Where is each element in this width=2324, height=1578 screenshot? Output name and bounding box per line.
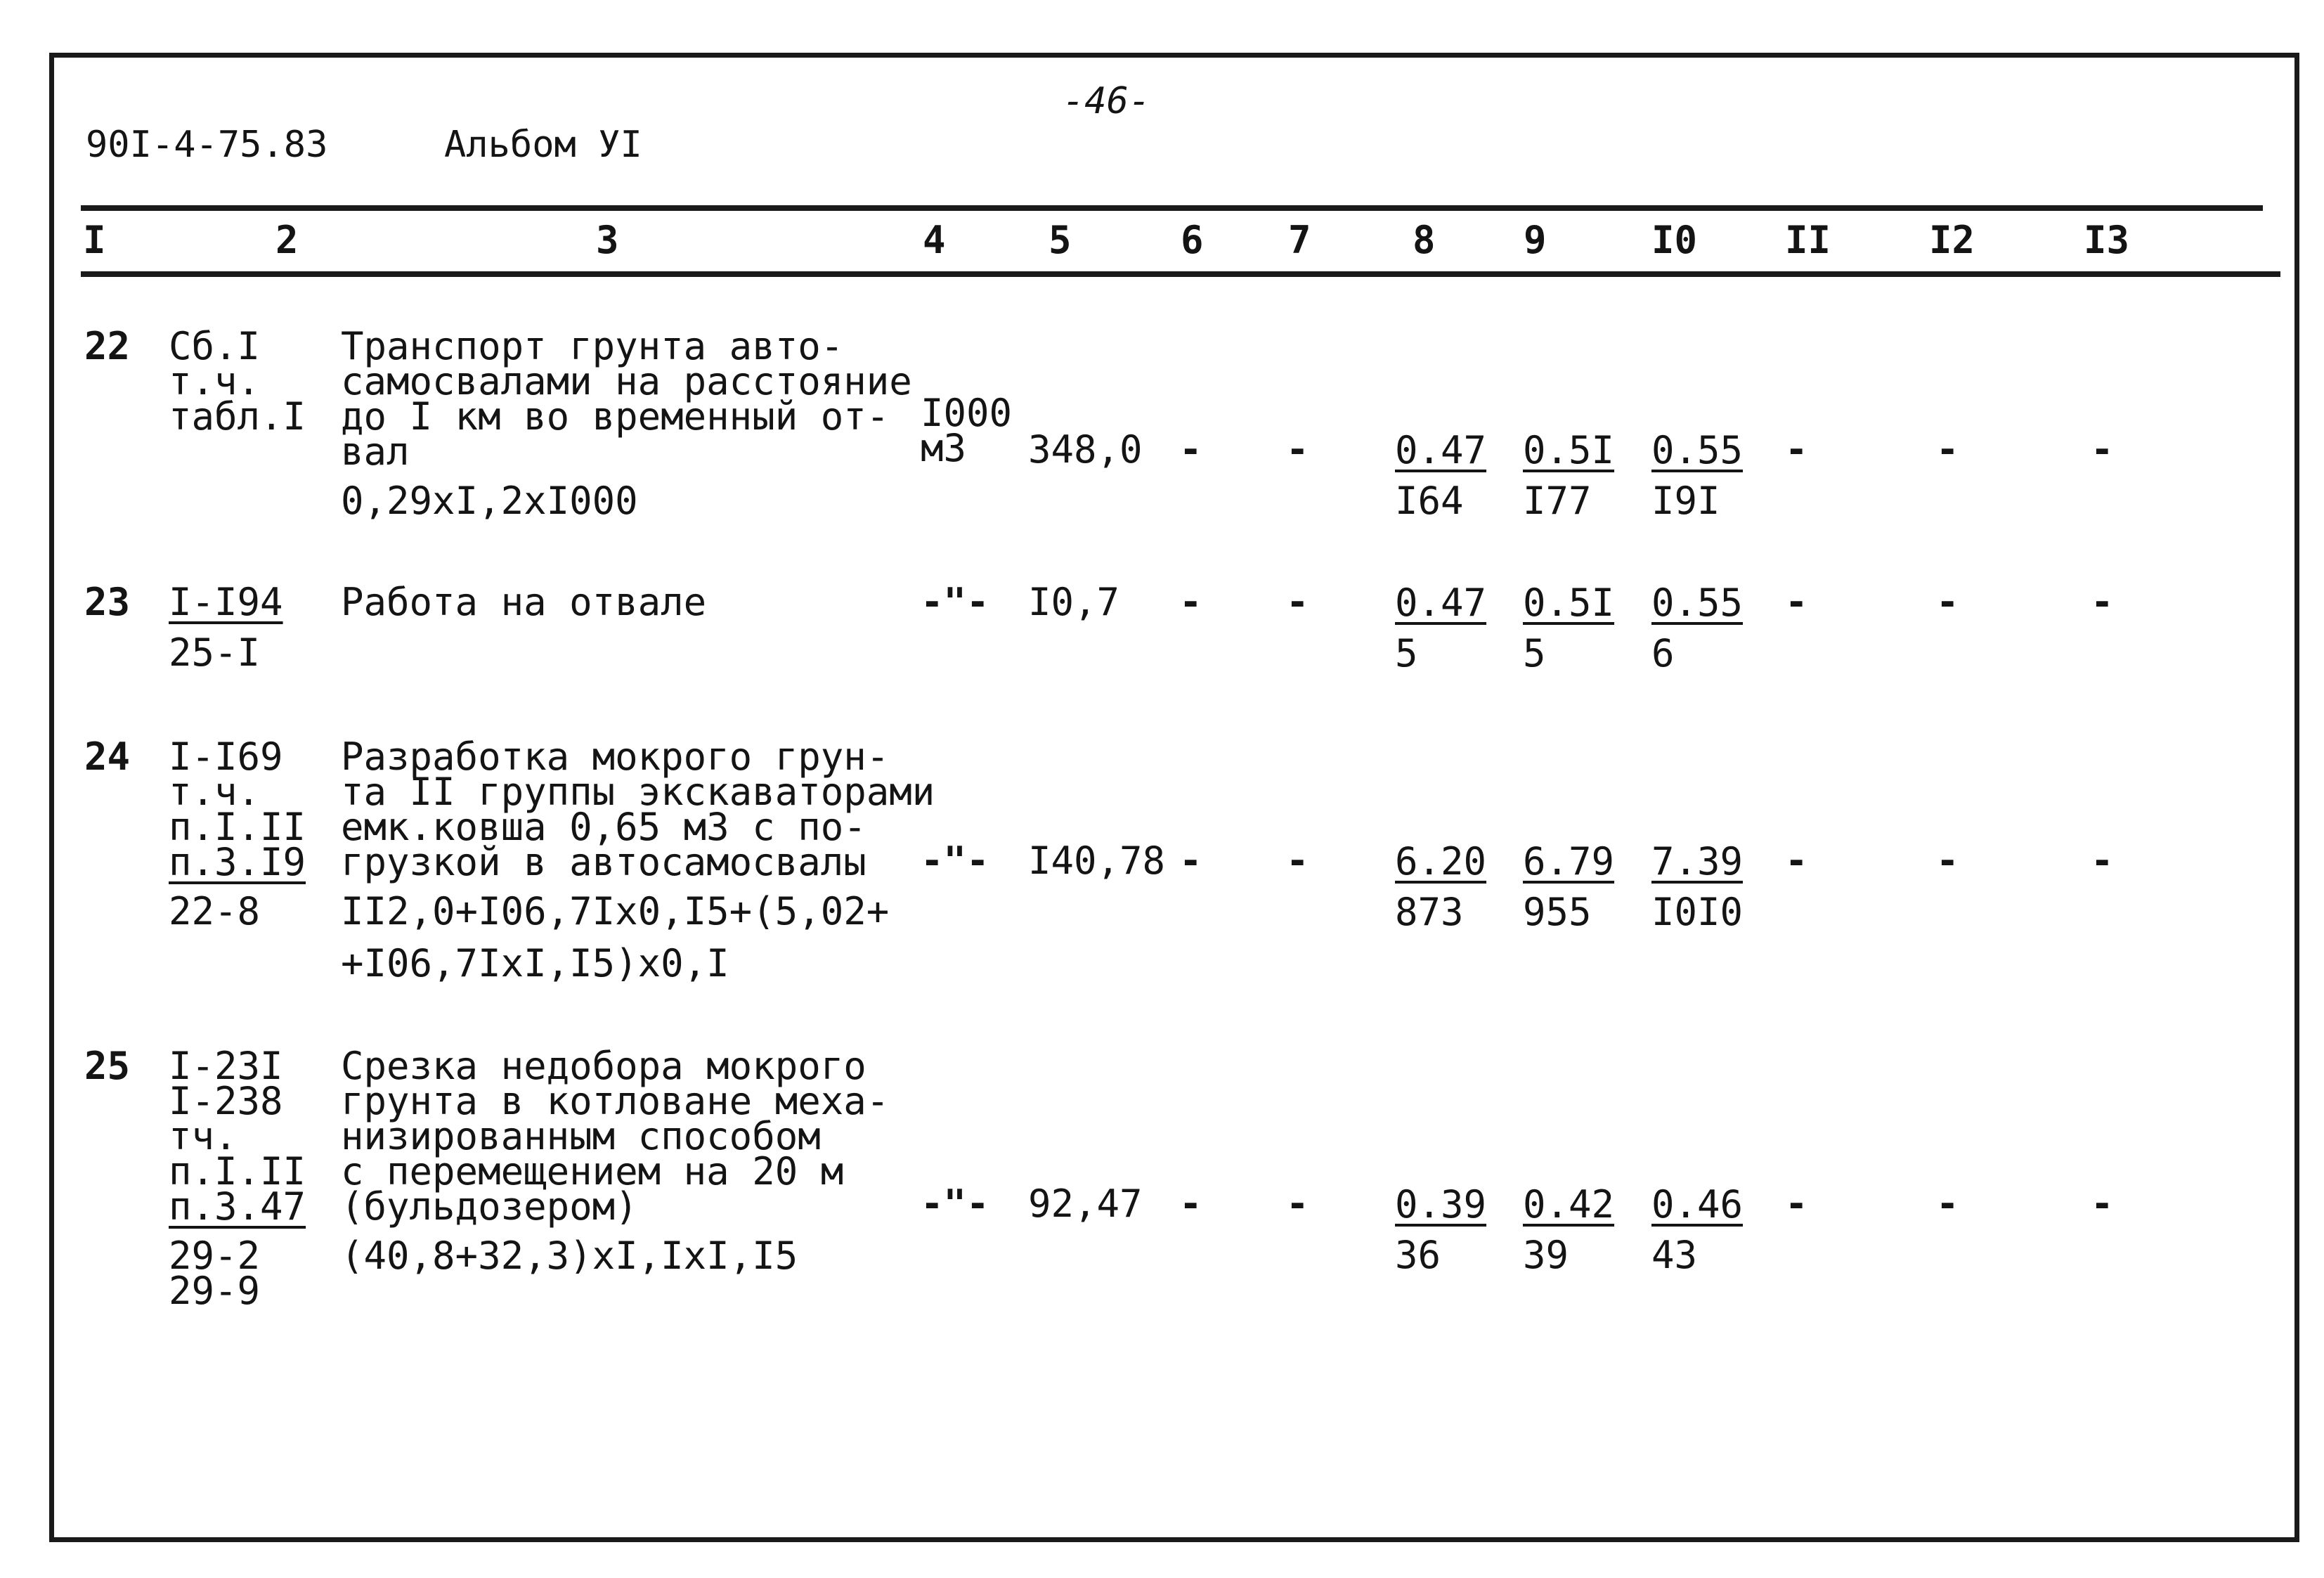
column-13-dash: - [2091, 1182, 2114, 1226]
column-11-dash: - [1785, 1182, 1808, 1226]
norm-code-line: п.3.I9 [169, 840, 306, 884]
column-6-dash: - [1179, 427, 1202, 472]
column-6-dash: - [1179, 839, 1202, 883]
column-number-13: I3 [2084, 218, 2130, 262]
column-number-7: 7 [1288, 218, 1311, 262]
work-description-line: (бульдозером) [341, 1184, 638, 1229]
column-number-8: 8 [1413, 218, 1436, 262]
column-number-4: 4 [923, 218, 946, 262]
column-11-dash: - [1785, 427, 1808, 472]
header-top-rule [81, 205, 2263, 211]
column-8-value [1395, 428, 1514, 523]
column-12-dash: - [1936, 580, 1959, 624]
header-bottom-rule [81, 271, 2280, 277]
unit-of-measure: I000 [921, 391, 1013, 435]
column-7-dash: - [1286, 1182, 1309, 1226]
fraction-denominator: I9I [1651, 479, 1720, 523]
work-description-line: самосвалами на расстояние [341, 359, 912, 403]
fraction-denominator: I0I0 [1651, 890, 1744, 934]
unit-of-measure: -"- [921, 839, 989, 883]
unit-of-measure: -"- [921, 580, 989, 624]
column-10-value [1651, 581, 1771, 675]
quantity-value: I40,78 [1028, 839, 1166, 883]
work-description-line: вал [341, 429, 410, 474]
fraction-numerator: 0.55 [1651, 428, 1744, 472]
fraction-denominator: 5 [1523, 631, 1546, 675]
column-10-value [1651, 1182, 1771, 1277]
row-number: 24 [84, 735, 131, 779]
fraction-numerator: 6.20 [1395, 839, 1487, 884]
calculation-formula: 0,29хI,2хI000 [341, 479, 638, 523]
norm-code-line: Сб.I [169, 324, 261, 368]
column-10-value [1651, 839, 1771, 934]
norm-code-line: I-238 [169, 1079, 283, 1123]
work-description-line: та II группы экскаваторами [341, 770, 935, 814]
calculation-formula: II2,0+I06,7Iх0,I5+(5,02+ [341, 889, 890, 933]
page-number: -46- [1063, 80, 1151, 122]
column-11-dash: - [1785, 839, 1808, 883]
norm-code-line: т.ч. [169, 770, 261, 814]
work-description-line: с перемещением на 20 м [341, 1149, 844, 1194]
column-8-value [1395, 839, 1514, 934]
column-9-value [1523, 839, 1642, 934]
work-description-line: грузкой в автосамосвалы [341, 840, 866, 884]
column-number-11: II [1785, 218, 1831, 262]
unit-of-measure: м3 [921, 426, 967, 470]
fraction-denominator: 873 [1395, 890, 1464, 934]
row-number: 25 [84, 1044, 131, 1088]
fraction-denominator: 955 [1523, 890, 1592, 934]
work-description-line: грунта в котловане меха- [341, 1079, 890, 1123]
norm-code-line: п.3.47 [169, 1184, 306, 1229]
column-10-value [1651, 428, 1771, 523]
column-12-dash: - [1936, 1182, 1959, 1226]
column-number-12: I2 [1929, 218, 1975, 262]
column-9-value [1523, 428, 1642, 523]
fraction-numerator: 0.39 [1395, 1182, 1487, 1227]
column-number-5: 5 [1049, 218, 1072, 262]
norm-code-line: 29-9 [169, 1269, 261, 1313]
fraction-denominator: 36 [1395, 1233, 1441, 1277]
calculation-formula: +I06,7IхI,I5)х0,I [341, 941, 729, 985]
fraction-denominator: 43 [1651, 1233, 1698, 1277]
norm-code-line: I-23I [169, 1044, 283, 1088]
fraction-denominator: 39 [1523, 1233, 1569, 1277]
column-number-3: 3 [596, 218, 619, 262]
row-number: 22 [84, 324, 131, 368]
work-description-line: Разработка мокрого грун- [341, 735, 890, 779]
fraction-denominator: I77 [1523, 479, 1592, 523]
column-number-10: I0 [1651, 218, 1698, 262]
column-9-value [1523, 581, 1642, 675]
fraction-numerator: 0.47 [1395, 581, 1487, 625]
column-7-dash: - [1286, 839, 1309, 883]
unit-of-measure: -"- [921, 1182, 989, 1226]
fraction-numerator: 0.42 [1523, 1182, 1615, 1227]
norm-code-line: п.I.II [169, 1149, 306, 1194]
norm-code-line: табл.I [169, 394, 306, 439]
column-6-dash: - [1179, 580, 1202, 624]
column-13-dash: - [2091, 839, 2114, 883]
column-number-2: 2 [275, 218, 299, 262]
fraction-denominator: I64 [1395, 479, 1464, 523]
fraction-denominator: 6 [1651, 631, 1675, 675]
column-7-dash: - [1286, 580, 1309, 624]
norm-code-line: 25-I [169, 630, 261, 675]
fraction-numerator: 0.55 [1651, 581, 1744, 625]
work-description-line: до I км во временный от- [341, 394, 890, 439]
norm-code-line: п.I.II [169, 805, 306, 849]
work-description-line: емк.ковша 0,65 м3 с по- [341, 805, 866, 849]
column-number-6: 6 [1181, 218, 1204, 262]
document-code: 90I-4-75.83 [86, 124, 328, 166]
fraction-denominator: 5 [1395, 631, 1418, 675]
row-number: 23 [84, 580, 131, 624]
fraction-numerator: 7.39 [1651, 839, 1744, 884]
column-13-dash: - [2091, 580, 2114, 624]
column-8-value [1395, 581, 1514, 675]
fraction-numerator: 0.5I [1523, 428, 1615, 472]
column-number-9: 9 [1524, 218, 1547, 262]
column-8-value [1395, 1182, 1514, 1277]
fraction-numerator: 6.79 [1523, 839, 1615, 884]
norm-code-line: I-I94 [169, 580, 283, 624]
norm-code-line: I-I69 [169, 735, 283, 779]
fraction-numerator: 0.47 [1395, 428, 1487, 472]
fraction-numerator: 0.5I [1523, 581, 1615, 625]
work-description-line: Транспорт грунта авто- [341, 324, 844, 368]
column-7-dash: - [1286, 427, 1309, 472]
norm-code-line: 29-2 [169, 1234, 261, 1278]
column-13-dash: - [2091, 427, 2114, 472]
quantity-value: 92,47 [1028, 1182, 1143, 1226]
norm-code-line: 22-8 [169, 889, 261, 933]
work-description-line: Работа на отвале [341, 580, 707, 624]
album-label: Альбом УI [444, 124, 642, 166]
column-12-dash: - [1936, 427, 1959, 472]
column-number-1: I [83, 218, 106, 262]
work-description-line: Срезка недобора мокрого [341, 1044, 866, 1088]
calculation-formula: (40,8+32,3)хI,IхI,I5 [341, 1234, 798, 1278]
norm-code-line: тч. [169, 1114, 238, 1158]
norm-code-line: т.ч. [169, 359, 261, 403]
fraction-numerator: 0.46 [1651, 1182, 1744, 1227]
quantity-value: 348,0 [1028, 427, 1143, 472]
column-9-value [1523, 1182, 1642, 1277]
work-description-line: низированным способом [341, 1114, 821, 1158]
column-11-dash: - [1785, 580, 1808, 624]
column-6-dash: - [1179, 1182, 1202, 1226]
column-12-dash: - [1936, 839, 1959, 883]
quantity-value: I0,7 [1028, 580, 1120, 624]
